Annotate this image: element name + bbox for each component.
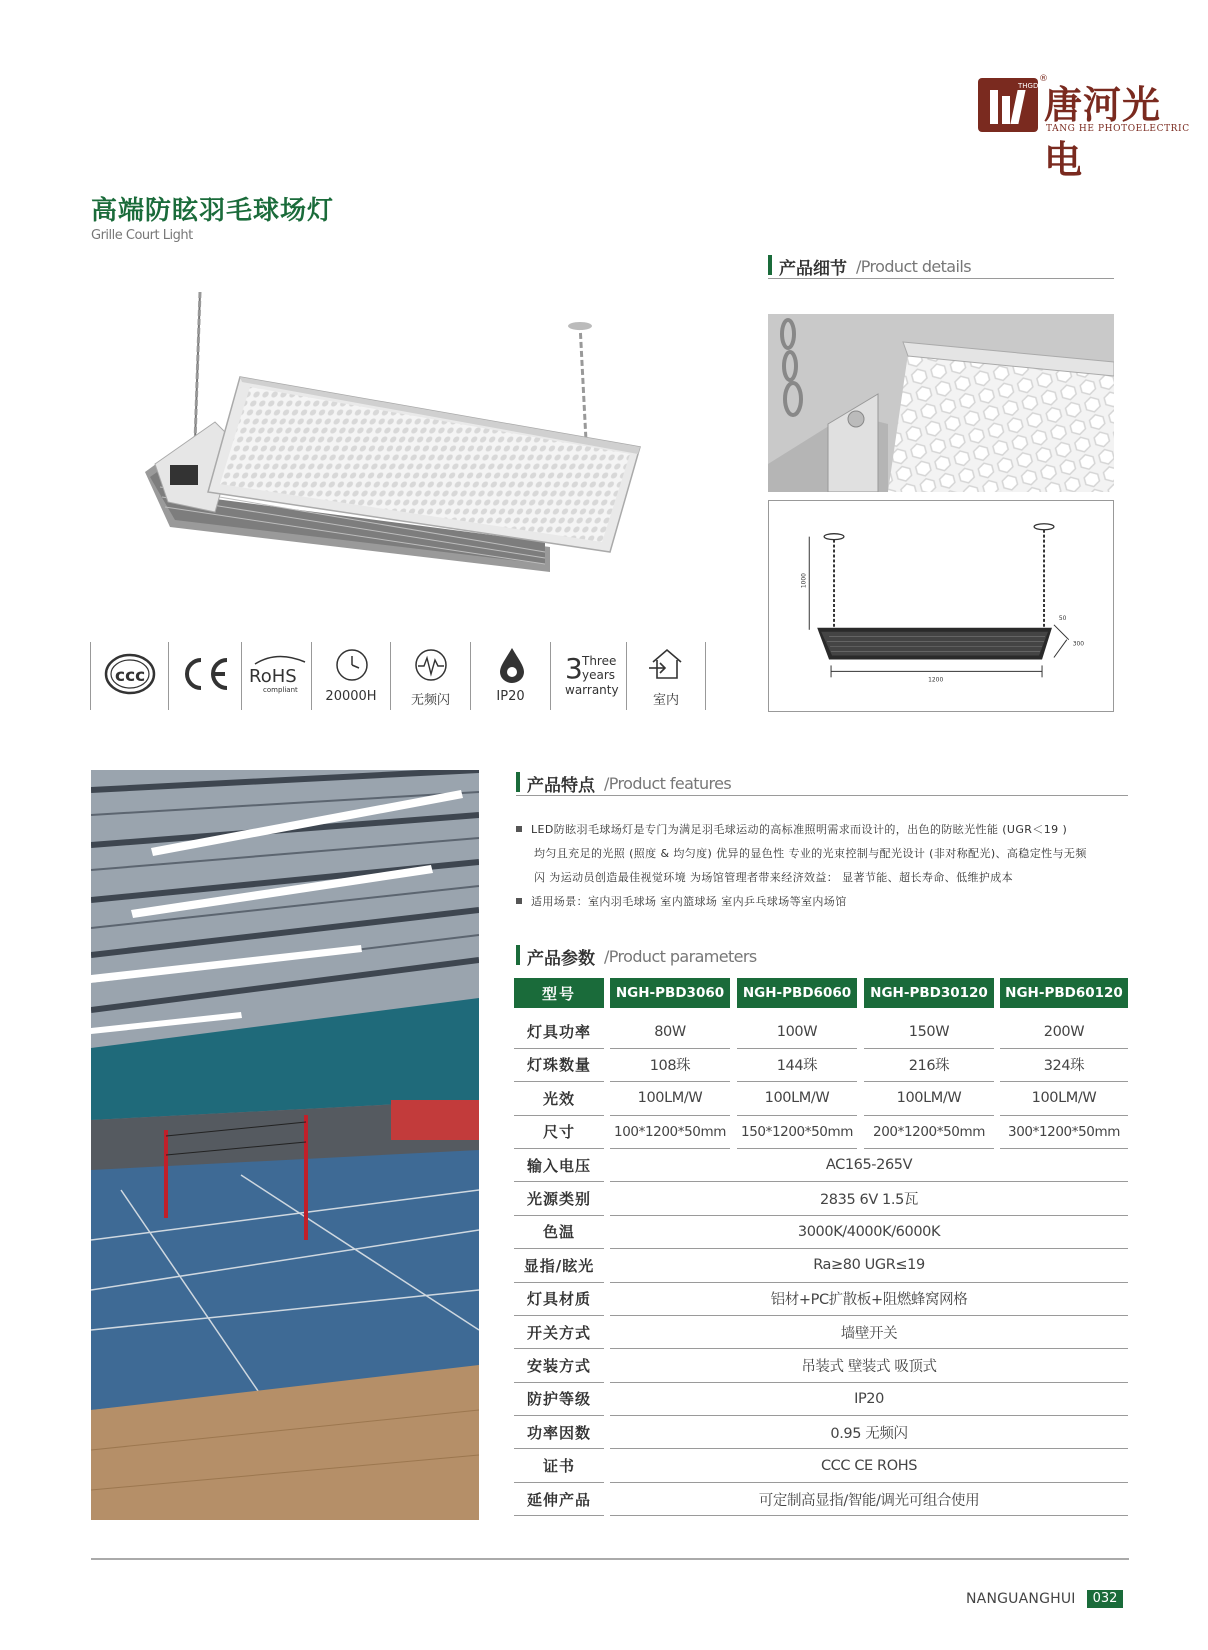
section-details-subtitle: /Product details xyxy=(856,257,971,276)
table-row xyxy=(514,1216,1128,1249)
cert-ccc xyxy=(90,642,168,710)
row-value: 100LM/W xyxy=(1000,1082,1128,1115)
row-label: 安装方式 xyxy=(514,1349,604,1382)
row-value: 200*1200*50mm xyxy=(864,1116,994,1149)
feature-text: LED防眩羽毛球场灯是专门为满足羽毛球运动的高标准照明需求而设计的，出色的防眩光性能 (UGR＜19 ) xyxy=(531,823,1068,836)
feature-text: 适用场景：室内羽毛球场 室内篮球场 室内乒乓球场等室内场馆 xyxy=(531,895,847,908)
clock-icon xyxy=(335,648,369,682)
rohs-icon xyxy=(247,654,309,694)
row-value: 0.95 无频闪 xyxy=(610,1416,1128,1449)
row-label: 色温 xyxy=(514,1216,604,1249)
badminton-court-photo xyxy=(91,770,479,1520)
features-list xyxy=(516,818,1128,914)
feature-item-continued xyxy=(516,866,1128,890)
cert-rohs xyxy=(241,642,311,710)
section-params-subtitle: /Product parameters xyxy=(604,947,757,966)
page-number: 032 xyxy=(1087,1590,1123,1608)
diagram-height-label: 1000 xyxy=(800,573,808,589)
row-value: 150*1200*50mm xyxy=(737,1116,857,1149)
diagram-width-label: 1200 xyxy=(928,676,944,684)
table-row xyxy=(514,1449,1128,1482)
row-value: 324珠 xyxy=(1000,1049,1128,1082)
row-label: 光效 xyxy=(514,1082,604,1115)
brand-logo xyxy=(978,74,1198,182)
section-params-title: 产品参数 xyxy=(527,949,595,969)
no-flicker-icon xyxy=(414,648,448,682)
row-label: 功率因数 xyxy=(514,1416,604,1449)
table-row xyxy=(514,1416,1128,1449)
table-row xyxy=(514,1049,1128,1082)
row-value: 80W xyxy=(610,1015,730,1048)
row-label: 显指/眩光 xyxy=(514,1249,604,1282)
ccc-icon xyxy=(104,652,156,696)
cert-no-flicker-label: 无频闪 xyxy=(410,693,450,708)
table-row xyxy=(514,1182,1128,1215)
svg-text:compliant: compliant xyxy=(263,686,298,694)
row-label: 灯具功率 xyxy=(514,1015,604,1048)
header-model: NGH-PBD6060 xyxy=(737,978,857,1008)
section-product-details xyxy=(768,253,1114,279)
row-value: 144珠 xyxy=(737,1049,857,1082)
diagram-side-label: 300 xyxy=(1072,640,1085,648)
feature-item-continued xyxy=(516,842,1128,866)
certification-strip xyxy=(90,642,734,710)
product-detail-photo xyxy=(768,314,1114,492)
row-value: 216珠 xyxy=(864,1049,994,1082)
feature-item xyxy=(516,890,1128,914)
section-features-subtitle: /Product features xyxy=(604,774,732,793)
warranty-icon xyxy=(565,654,625,698)
row-value: 100LM/W xyxy=(610,1082,730,1115)
table-row xyxy=(514,1149,1128,1182)
row-value: 150W xyxy=(864,1015,994,1048)
svg-text:RoHS: RoHS xyxy=(249,666,297,687)
table-row xyxy=(514,1283,1128,1316)
table-row xyxy=(514,1349,1128,1382)
row-value: 300*1200*50mm xyxy=(1000,1116,1128,1149)
row-label: 尺寸 xyxy=(514,1116,604,1149)
table-row xyxy=(514,1082,1128,1115)
cert-no-flicker xyxy=(390,642,470,710)
row-label: 灯珠数量 xyxy=(514,1049,604,1082)
row-value: IP20 xyxy=(610,1383,1128,1416)
indoor-house-icon xyxy=(647,646,687,682)
product-subtitle: Grille Court Light xyxy=(91,228,193,243)
table-row xyxy=(514,1116,1128,1149)
product-hero-image xyxy=(140,282,680,582)
header-model-label: 型号 xyxy=(514,978,604,1008)
row-value: 可定制高显指/智能/调光可组合使用 xyxy=(610,1483,1128,1516)
row-value: 铝材+PC扩散板+阻燃蜂窝网格 xyxy=(610,1283,1128,1316)
warranty-line-3: warranty xyxy=(565,683,619,697)
warranty-line-2: years xyxy=(582,668,616,682)
table-row xyxy=(514,1249,1128,1282)
product-title: 高端防眩羽毛球场灯 xyxy=(91,196,335,226)
feature-text: 均匀且充足的光照 (照度 & 均匀度) 优异的显色性 专业的光束控制与配光设计 (非对称配光)、高稳定性与无频 xyxy=(534,847,1087,860)
water-drop-icon xyxy=(497,646,527,684)
cert-lifetime-label: 20000H xyxy=(325,689,377,704)
cert-ip20-label: IP20 xyxy=(496,689,525,704)
footer-divider xyxy=(91,1558,1129,1560)
section-details-title: 产品细节 xyxy=(779,259,847,279)
cert-ce xyxy=(168,642,241,710)
table-row xyxy=(514,1383,1128,1416)
row-value: 吊装式 壁装式 吸顶式 xyxy=(610,1349,1128,1382)
section-product-features xyxy=(516,770,1128,796)
ce-icon xyxy=(181,656,231,692)
row-label: 防护等级 xyxy=(514,1383,604,1416)
cert-indoor-label: 室内 xyxy=(652,693,679,708)
feature-text: 闪 为运动员创造最佳视觉环境 为场馆管理者带来经济效益： 显著节能、超长寿命、低维护成本 xyxy=(534,871,1014,884)
registered-mark: ® xyxy=(1039,74,1048,84)
row-label: 延伸产品 xyxy=(514,1483,604,1516)
cert-indoor xyxy=(626,642,706,710)
product-dimension-diagram xyxy=(768,500,1114,712)
row-label: 输入电压 xyxy=(514,1149,604,1182)
footer-brand: NANGUANGHUI xyxy=(966,1591,1076,1607)
row-label: 光源类别 xyxy=(514,1182,604,1215)
table-row xyxy=(514,1483,1128,1516)
table-row xyxy=(514,1316,1128,1349)
cert-warranty xyxy=(550,642,626,710)
table-header-row xyxy=(514,978,1128,1011)
row-value: AC165-265V xyxy=(610,1149,1128,1182)
warranty-years-number: 3 xyxy=(565,652,583,685)
row-value: CCC CE ROHS xyxy=(610,1449,1128,1482)
warranty-line-1: Three xyxy=(582,654,617,668)
diagram-depth-label: 50 xyxy=(1058,614,1067,622)
parameters-table xyxy=(514,978,1128,1516)
header-model: NGH-PBD3060 xyxy=(610,978,730,1008)
section-product-parameters xyxy=(516,943,1128,969)
row-label: 灯具材质 xyxy=(514,1283,604,1316)
cert-lifetime xyxy=(311,642,390,710)
row-value: 墙壁开关 xyxy=(610,1316,1128,1349)
brand-mark-icon xyxy=(978,78,1038,132)
brand-mark-text: THGD xyxy=(1018,82,1039,90)
brand-name-en: TANG HE PHOTOELECTRIC xyxy=(1046,124,1190,134)
row-value: 3000K/4000K/6000K xyxy=(610,1216,1128,1249)
header-model: NGH-PBD60120 xyxy=(1000,978,1128,1008)
section-features-title: 产品特点 xyxy=(527,776,595,796)
row-value: 108珠 xyxy=(610,1049,730,1082)
cert-ip20 xyxy=(470,642,550,710)
row-label: 证书 xyxy=(514,1449,604,1482)
row-value: Ra≥80 UGR≤19 xyxy=(610,1249,1128,1282)
svg-text:ccc: ccc xyxy=(115,666,146,686)
row-label: 开关方式 xyxy=(514,1316,604,1349)
feature-item xyxy=(516,818,1128,842)
table-row xyxy=(514,1015,1128,1048)
brand-name-cn: 唐河光电 xyxy=(1044,83,1162,182)
row-value: 100*1200*50mm xyxy=(610,1116,730,1149)
header-model: NGH-PBD30120 xyxy=(864,978,994,1008)
row-value: 100W xyxy=(737,1015,857,1048)
row-value: 100LM/W xyxy=(737,1082,857,1115)
row-value: 100LM/W xyxy=(864,1082,994,1115)
row-value: 200W xyxy=(1000,1015,1128,1048)
row-value: 2835 6V 1.5瓦 xyxy=(610,1182,1128,1215)
